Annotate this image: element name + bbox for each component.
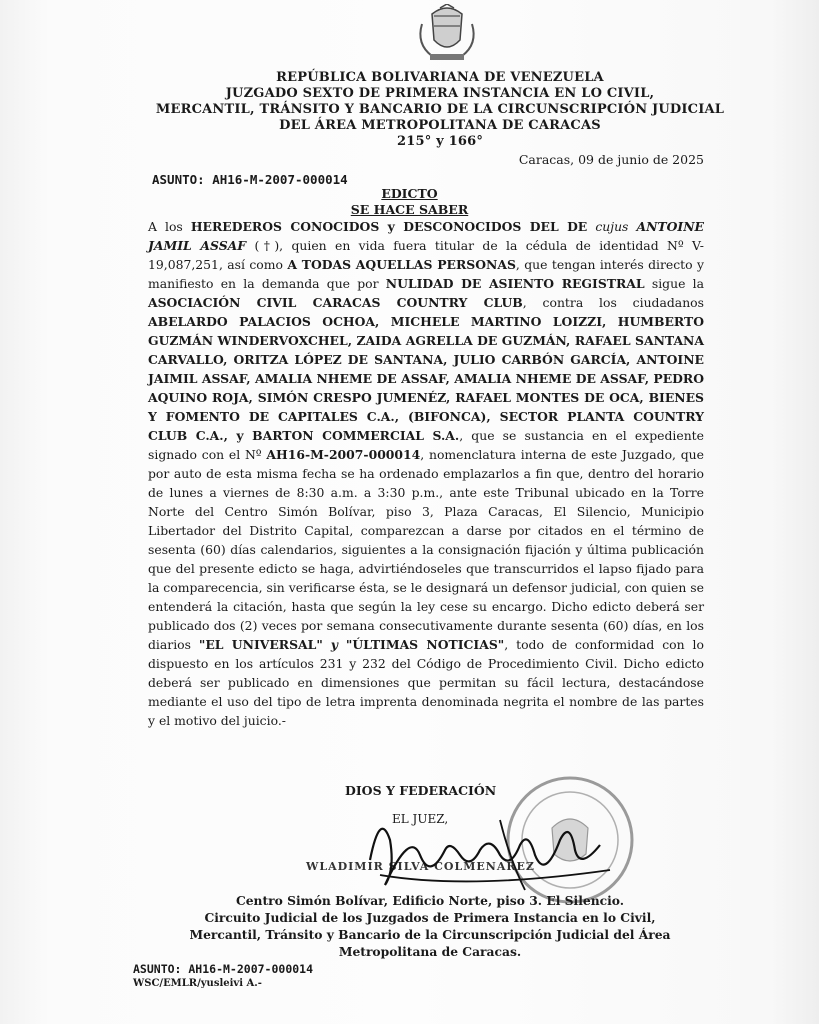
- judge-name: WLADIMIR SILVA COLMENAREZ: [306, 860, 535, 873]
- footer-line-3: Mercantil, Tránsito y Bancario de la Circunscripción Judicial del Área: [189, 927, 671, 942]
- case-number-top: ASUNTO: AH16-M-2007-000014: [152, 172, 348, 187]
- court-header: [130, 70, 750, 150]
- judge-signature: [350, 800, 630, 900]
- edict-body: A los HEREDEROS CONOCIDOS y DESCONOCIDOS DEL DE cujus ANTOINE JAMIL ASSAF (†), quien en vida fuera titular de la cédula de identidad Nº V-19,087,251, así como A TODAS AQUELLAS PERSONAS, que tengan interés directo y manifiesto en la demanda que por NULIDAD DE ASIENTO REGISTRAL sigue la ASOCIACIÓN CIVIL CARACAS COUNTRY CLUB, contra los ciudadanos ABELARDO PALACIOS OCHOA, MICHELE MARTINO LOIZZI, HUMBERTO GUZMÁN WINDERVOXCHEL, ZAIDA AGRELLA DE GUZMÁN, RAFAEL SANTANA CARVALLO, ORITZA LÓPEZ DE SANTANA, JULIO CARBÓN GARCÍA, ANTOINE JAIMIL ASSAF, AMALIA NHEME DE ASSAF, AMALIA NHEME DE ASSAF, PEDRO AQUINO ROJA, SIMÓN CRESPO JUMENÉZ, RAFAEL MONTES DE OCA, BIENES Y FOMENTO DE CAPITALES C.A., (BIFONCA), SECTOR PLANTA COUNTRY CLUB C.A., y BARTON COMMERCIAL S.A., que se sustancia en el expediente signado con el Nº AH16-M-2007-000014, nomenclatura interna de este Juzgado, que por auto de esta misma fecha se ha ordenado emplazarlos a fin que, dentro del horario de lunes a viernes de 8:30 a.m. a 3:30 p.m., ante este Tribunal ubicado en la Torre Norte del Centro Simón Bolívar, piso 3, Plaza Caracas, El Silencio, Municipio Libertador del Distrito Capital, comparezcan a darse por citados en el término de sesenta (60) días calendarios, siguientes a la consignación fijación y última publicación que del presente edicto se haga, advirtiéndoseles que transcurridos el lapso fijado para la comparecencia, sin verificarse ésta, se le designará un defensor judicial, con quien se entenderá la citación, hasta que según la ley cese su encargo. Dicho edicto deberá ser publicado dos (2) veces por semana consecutivamente durante sesenta (60) días, en los diarios "EL UNIVERSAL" y "ÚLTIMAS NOTICIAS", todo de conformidad con lo dispuesto en los artículos 231 y 232 del Código de Procedimiento Civil. Dicho edicto deberá ser publicado en dimensiones que permitan su fácil lectura, destacándose mediante el uso del tipo de letra imprenta denominada negrita el nombre de las partes y el motivo del juicio.-: [148, 219, 704, 728]
- case-number-bottom: ASUNTO: AH16-M-2007-000014: [133, 962, 314, 976]
- document-title: EDICTO: [381, 186, 438, 201]
- document-subtitle: SE HACE SABER: [350, 202, 469, 217]
- court-address-footer: [130, 892, 730, 960]
- header-line-5: 215° y 166°: [396, 134, 484, 149]
- header-line-4: DEL ÁREA METROPOLITANA DE CARACAS: [279, 118, 601, 133]
- document-date: Caracas, 09 de junio de 2025: [518, 152, 704, 167]
- footer-line-2: Circuito Judicial de los Juzgados de Primera Instancia en lo Civil,: [204, 910, 656, 925]
- footer-line-1: Centro Simón Bolívar, Edificio Norte, piso 3. El Silencio.: [235, 893, 625, 908]
- reference-initials: WSC/EMLR/yusleivi A.-: [133, 978, 262, 989]
- document-title-block: [0, 186, 819, 218]
- header-line-2: JUZGADO SEXTO DE PRIMERA INSTANCIA EN LO CIVIL,: [225, 86, 655, 101]
- header-line-3: MERCANTIL, TRÁNSITO Y BANCARIO DE LA CIRCUNSCRIPCIÓN JUDICIAL: [155, 102, 725, 117]
- coat-of-arms-emblem: [412, 4, 482, 66]
- header-line-1: REPÚBLICA BOLIVARIANA DE VENEZUELA: [276, 70, 604, 85]
- closing-formula: DIOS Y FEDERACIÓN: [345, 783, 497, 798]
- judge-title: EL JUEZ,: [392, 812, 449, 826]
- footer-line-4: Metropolitana de Caracas.: [338, 944, 522, 959]
